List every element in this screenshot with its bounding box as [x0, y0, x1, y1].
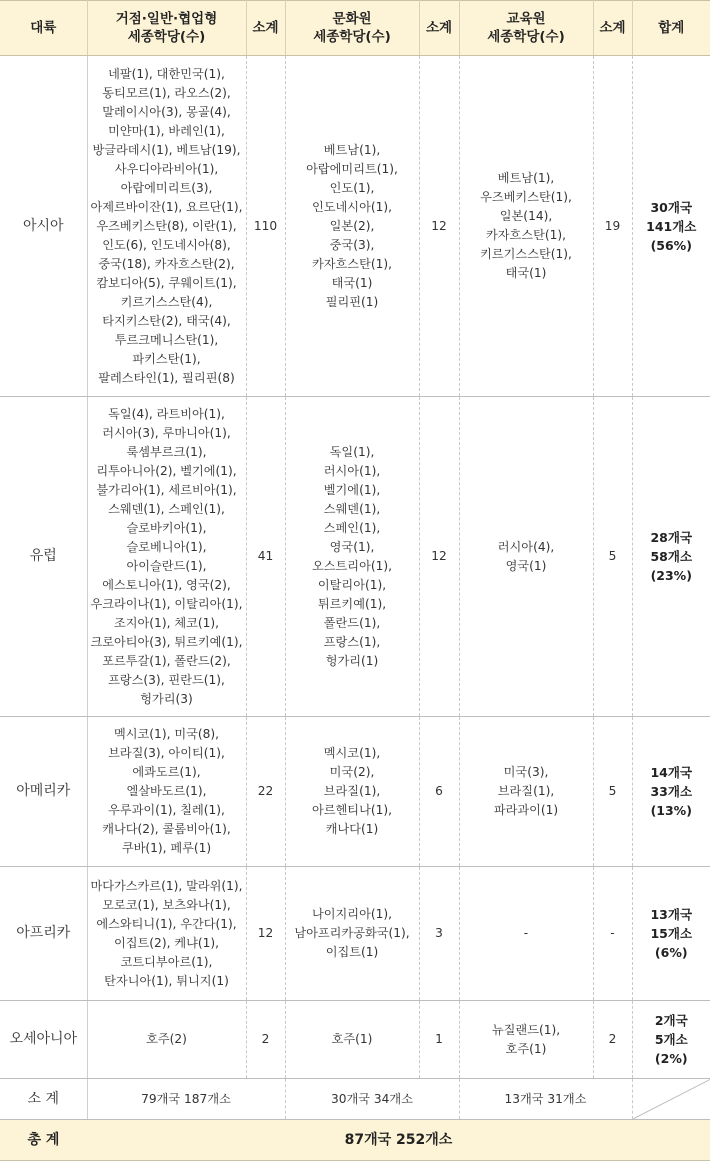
header-edu-subtotal: 소계 [593, 1, 632, 56]
total-cell: 30개국 141개소 (56%) [632, 56, 710, 397]
total-cell: 14개국 33개소 (13%) [632, 717, 710, 867]
region-cell: 유럽 [0, 397, 87, 717]
header-base: 거점·일반·협업형 세종학당(수) [87, 1, 246, 56]
header-total: 합계 [632, 1, 710, 56]
subtotal-label: 소 계 [0, 1079, 87, 1120]
culture-list-cell: 베트남(1), 아랍에미리트(1), 인도(1), 인도네시아(1), 일본(2), 중국(3), 카자흐스탄(1), 태국(1) 필리핀(1) [285, 56, 419, 397]
diagonal-slash [633, 1079, 710, 1119]
base-list-cell: 호주(2) [87, 1001, 246, 1079]
culture-list-cell: 독일(1), 러시아(1), 벨기에(1), 스웨덴(1), 스페인(1), 영국(1), 오스트리아(1), 이탈리아(1), 튀르키예(1), 폴란드(1), 프랑스(1), 헝가리(1) [285, 397, 419, 717]
base-list-cell: 마다가스카르(1), 말라위(1), 모로코(1), 보츠와나(1), 에스와티니(1), 우간다(1), 이집트(2), 케냐(1), 코트디부아르(1), 탄자니아(1), 튀니지(1) [87, 867, 246, 1001]
culture-subtotal-cell: 1 [419, 1001, 459, 1079]
base-subtotal-cell: 2 [246, 1001, 285, 1079]
subtotal-empty-cell [632, 1079, 710, 1120]
grand-total-row [0, 1120, 710, 1161]
culture-subtotal-cell: 3 [419, 867, 459, 1001]
base-list-cell: 독일(4), 라트비아(1), 러시아(3), 루마니아(1), 룩셈부르크(1), 리투아니아(2), 벨기에(1), 불가리아(1), 세르비아(1), 스웨덴(1), 스페인(1), 슬로바키아(1), 슬로베니아(1), 아이슬란드(1), 에스토니아(1), 영국(2), 우크라이나(1), 이탈리아(1), 조지아(1), 체코(1), 크로아티아(3), 튀르키예(1), 포르투갈(1), 폴란드(2), 프랑스(3), 핀란드(1), 헝가리(3) [87, 397, 246, 717]
table-row [0, 56, 710, 397]
base-subtotal-cell: 12 [246, 867, 285, 1001]
table-row [0, 1001, 710, 1079]
total-cell: 28개국 58개소 (23%) [632, 397, 710, 717]
header-edu: 교육원 세종학당(수) [459, 1, 593, 56]
base-subtotal-cell: 41 [246, 397, 285, 717]
header-culture: 문화원 세종학당(수) [285, 1, 419, 56]
culture-subtotal-cell: 6 [419, 717, 459, 867]
edu-list-cell: 뉴질랜드(1), 호주(1) [459, 1001, 593, 1079]
header-base-subtotal: 소계 [246, 1, 285, 56]
table-row [0, 717, 710, 867]
edu-list-cell: 미국(3), 브라질(1), 파라과이(1) [459, 717, 593, 867]
culture-subtotal-cell: 12 [419, 56, 459, 397]
subtotal-row [0, 1079, 710, 1120]
total-cell: 13개국 15개소 (6%) [632, 867, 710, 1001]
culture-list-cell: 나이지리아(1), 남아프리카공화국(1), 이집트(1) [285, 867, 419, 1001]
subtotal-base: 79개국 187개소 [87, 1079, 285, 1120]
edu-subtotal-cell: 19 [593, 56, 632, 397]
edu-subtotal-cell: 5 [593, 397, 632, 717]
subtotal-culture: 30개국 34개소 [285, 1079, 459, 1120]
total-cell: 2개국 5개소 (2%) [632, 1001, 710, 1079]
grand-total-label: 총 계 [0, 1120, 87, 1161]
region-cell: 아프리카 [0, 867, 87, 1001]
subtotal-edu: 13개국 31개소 [459, 1079, 632, 1120]
edu-subtotal-cell: 2 [593, 1001, 632, 1079]
header-row [0, 1, 710, 56]
header-culture-subtotal: 소계 [419, 1, 459, 56]
base-subtotal-cell: 22 [246, 717, 285, 867]
culture-list-cell: 호주(1) [285, 1001, 419, 1079]
edu-list-cell: 베트남(1), 우즈베키스탄(1), 일본(14), 카자흐스탄(1), 키르기스스탄(1), 태국(1) [459, 56, 593, 397]
edu-subtotal-cell: 5 [593, 717, 632, 867]
header-region: 대륙 [0, 1, 87, 56]
grand-total-value: 87개국 252개소 [87, 1120, 710, 1161]
base-list-cell: 멕시코(1), 미국(8), 브라질(3), 아이티(1), 에콰도르(1), 엘살바도르(1), 우루과이(1), 칠레(1), 캐나다(2), 콜롬비아(1), 쿠바(1), 페루(1) [87, 717, 246, 867]
table-row [0, 867, 710, 1001]
edu-subtotal-cell: - [593, 867, 632, 1001]
culture-list-cell: 멕시코(1), 미국(2), 브라질(1), 아르헨티나(1), 캐나다(1) [285, 717, 419, 867]
culture-subtotal-cell: 12 [419, 397, 459, 717]
region-cell: 아메리카 [0, 717, 87, 867]
base-list-cell: 네팔(1), 대한민국(1), 동티모르(1), 라오스(2), 말레이시아(3), 몽골(4), 미얀마(1), 바레인(1), 방글라데시(1), 베트남(19), 사우디아라비아(1), 아랍에미리트(3), 아제르바이잔(1), 요르단(1), 우즈베키스탄(8), 이란(1), 인도(6), 인도네시아(8), 중국(18), 카자흐스탄(2), 캄보디아(5), 쿠웨이트(1), 키르기스스탄(4), 타지키스탄(2), 태국(4), 투르크메니스탄(1), 파키스탄(1), 팔레스타인(1), 필리핀(8) [87, 56, 246, 397]
table-row [0, 397, 710, 717]
region-cell: 아시아 [0, 56, 87, 397]
edu-list-cell: 러시아(4), 영국(1) [459, 397, 593, 717]
edu-list-cell: - [459, 867, 593, 1001]
base-subtotal-cell: 110 [246, 56, 285, 397]
region-cell: 오세아니아 [0, 1001, 87, 1079]
